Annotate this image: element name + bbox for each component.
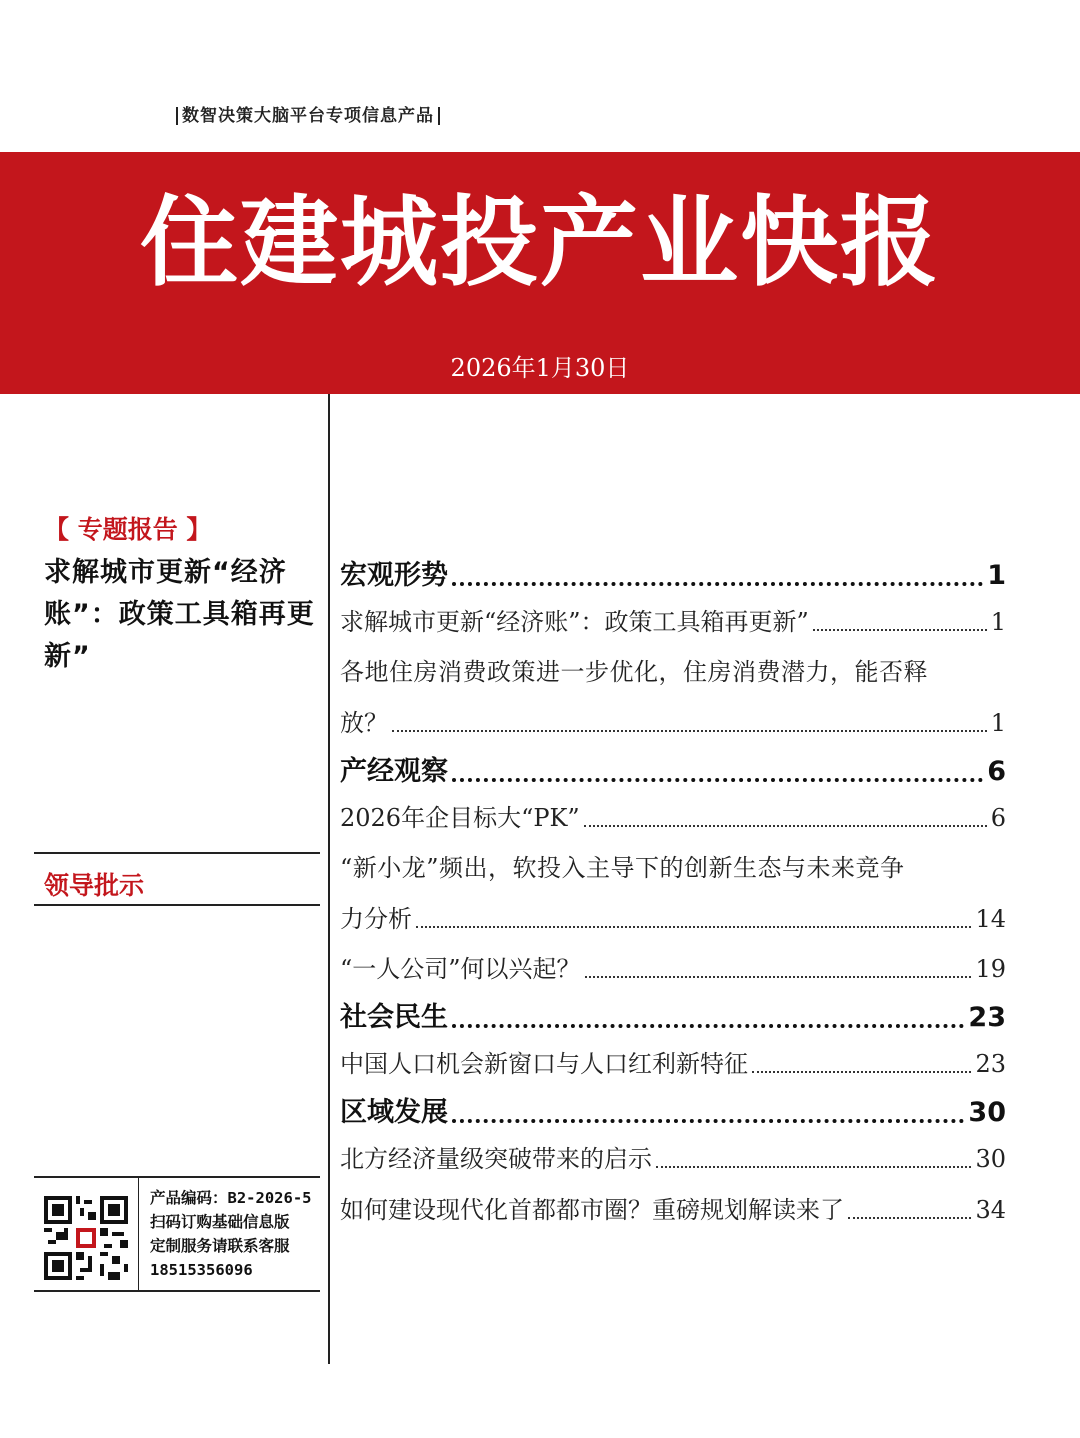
toc-section-region[interactable] [340,1090,1006,1129]
toc-page-number: 6 [987,756,1006,787]
toc-item-line1[interactable]: 各地住房消费政策进一步优化，住房消费潜力，能否释 [340,658,928,686]
toc-page-number: 30 [975,1145,1006,1173]
toc-leader [656,1166,971,1168]
toc-leader [752,1071,971,1073]
toc-item-line1[interactable]: “新小龙”频出，软投入主导下的创新生态与未来竞争 [340,854,905,882]
toc-page-number: 34 [975,1196,1006,1224]
toc-section-industry[interactable] [340,749,1006,788]
toc-item-label: 北方经济量级突破带来的启示 [340,1145,652,1173]
toc-section-society[interactable] [340,995,1006,1034]
toc-leader [452,778,983,782]
toc-page-number: 23 [975,1050,1006,1078]
product-info-divider [138,1178,139,1290]
report-title: 住建城投产业快报 [139,185,940,300]
toc-item-label: 求解城市更新“经济账”：政策工具箱再更新” [340,608,809,636]
feature-tag: 【 专题报告 】 [44,515,212,544]
toc-item[interactable] [340,1044,1006,1079]
toc-page-number: 1 [987,560,1006,591]
product-line-tag [172,102,444,130]
toc-page-number: 6 [990,804,1006,832]
toc-item[interactable] [340,602,1006,637]
toc-leader [585,976,972,978]
toc-section-macro[interactable] [340,553,1006,592]
feature-title[interactable]: 求解城市更新“经济账”：政策工具箱再更新” [44,557,315,672]
product-bottom-rule [34,1290,320,1292]
product-top-rule [34,1176,320,1178]
toc-item[interactable] [340,949,1006,984]
toc-leader [452,1119,964,1123]
toc-item[interactable] [340,703,1006,738]
toc-item-label: 2026年企目标大“PK” [340,804,580,832]
toc-item-label: 如何建设现代化首都都市圈？重磅规划解读来了 [340,1196,844,1224]
toc-leader [848,1217,971,1219]
toc-item-label: 放？ [340,709,388,737]
toc-item-label: 力分析 [340,905,412,933]
toc-leader [392,730,987,732]
toc-item-label: “一人公司”何以兴起？ [340,955,581,983]
toc-leader [452,1024,964,1028]
toc-leader [813,629,987,631]
toc-leader [416,926,971,928]
toc-section-label: 宏观形势 [340,560,448,591]
divider-right [438,107,440,125]
toc-leader [584,825,987,827]
product-info [150,1186,312,1282]
leader-approval-label: 领导批示 [44,871,145,900]
toc-section-label: 区域发展 [340,1097,448,1128]
column-divider [328,394,330,1364]
leader-bottom-rule [34,904,320,906]
product-code: 产品编码：B2-2026-5 [150,1189,312,1207]
toc-page-number: 30 [968,1097,1006,1128]
toc-item[interactable] [340,899,1006,934]
toc-page-number: 23 [968,1002,1006,1033]
toc-leader [452,582,983,586]
product-line-text: 数智决策大脑平台专项信息产品 [182,106,434,126]
toc-page-number: 14 [975,905,1006,933]
custom-service-note: 定制服务请联系客服 [150,1237,290,1255]
toc-item[interactable] [340,1190,1006,1225]
toc-item[interactable] [340,1139,1006,1174]
toc-page-number: 1 [990,709,1006,737]
report-date: 2026年1月30日 [450,354,630,382]
toc-item[interactable] [340,798,1006,833]
toc-page-number: 19 [975,955,1006,983]
toc-item-label: 中国人口机会新窗口与人口红利新特征 [340,1050,748,1078]
service-phone: 18515356096 [150,1261,253,1279]
divider-left [176,107,178,125]
leader-top-rule [34,852,320,854]
toc-section-label: 社会民生 [340,1002,448,1033]
qr-code-icon[interactable] [44,1196,128,1280]
subscribe-note: 扫码订购基础信息版 [150,1213,290,1231]
toc-section-label: 产经观察 [340,756,448,787]
toc-page-number: 1 [990,608,1006,636]
